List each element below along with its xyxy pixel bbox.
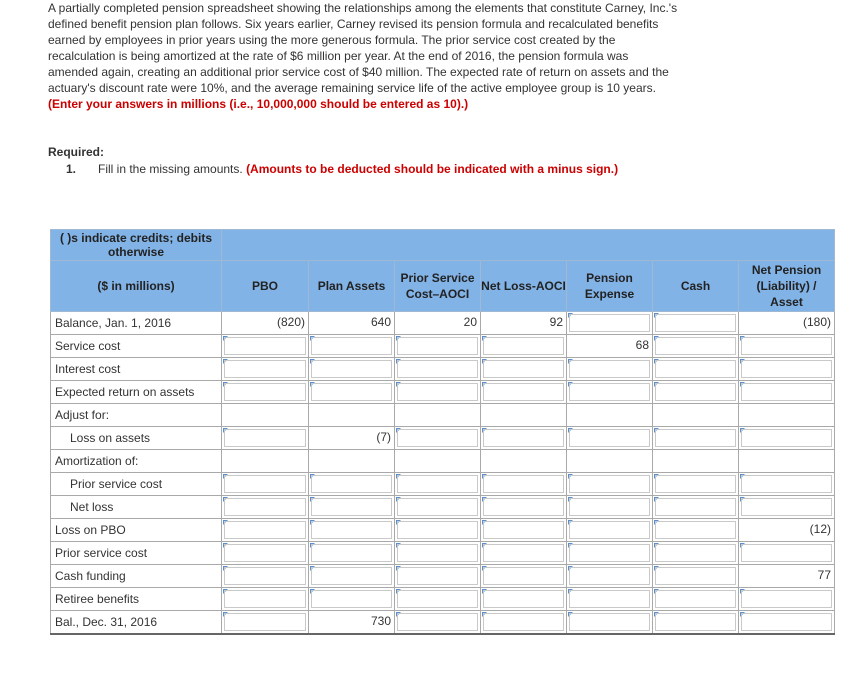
cell-value: 92: [549, 315, 563, 329]
amount-input[interactable]: [481, 427, 567, 450]
amount-input[interactable]: [739, 335, 835, 358]
input-box[interactable]: [224, 360, 306, 378]
table-row: [51, 496, 835, 519]
row-label: Retiree benefits: [51, 588, 222, 611]
input-box[interactable]: [397, 475, 478, 493]
row-label: Prior service cost: [51, 473, 222, 496]
amount-cell: [395, 312, 481, 335]
input-box[interactable]: [224, 383, 306, 401]
cell-value: (12): [809, 522, 831, 536]
input-box[interactable]: [483, 360, 564, 378]
cell-value: 20: [463, 315, 477, 329]
table-row: [51, 611, 835, 634]
amount-cell: [309, 427, 395, 450]
amount-input[interactable]: [653, 565, 739, 588]
input-box[interactable]: [224, 429, 306, 447]
input-box[interactable]: [483, 544, 564, 562]
input-box[interactable]: [569, 544, 650, 562]
amount-cell: [309, 312, 395, 335]
amount-input[interactable]: [309, 335, 395, 358]
input-box[interactable]: [311, 521, 392, 539]
row-label: Prior service cost: [51, 542, 222, 565]
amount-input[interactable]: [309, 519, 395, 542]
amount-cell: [567, 404, 653, 427]
input-box[interactable]: [224, 544, 306, 562]
amount-input[interactable]: [395, 611, 481, 634]
amount-cell: [567, 335, 653, 358]
amount-cell: [567, 450, 653, 473]
cell-value: (180): [802, 315, 831, 329]
required-note: (Amounts to be deducted should be indicated with a minus sign.): [246, 162, 619, 176]
row-label: Loss on PBO: [51, 519, 222, 542]
amount-input[interactable]: [653, 381, 739, 404]
amount-cell: [653, 450, 739, 473]
amount-input[interactable]: [567, 427, 653, 450]
amount-input[interactable]: [481, 611, 567, 634]
amount-input[interactable]: [481, 473, 567, 496]
col-prior-service-cost: Prior Service Cost–AOCI: [395, 261, 481, 312]
amount-input[interactable]: [395, 427, 481, 450]
amount-cell: [222, 312, 309, 335]
amount-input[interactable]: [653, 542, 739, 565]
amount-input[interactable]: [222, 427, 309, 450]
amount-input[interactable]: [222, 588, 309, 611]
row-label: Interest cost: [51, 358, 222, 381]
amount-cell: [222, 450, 309, 473]
input-box[interactable]: [311, 590, 392, 608]
amount-input[interactable]: [567, 312, 653, 335]
input-box[interactable]: [311, 567, 392, 585]
table-row: [51, 542, 835, 565]
amount-input[interactable]: [222, 611, 309, 634]
amount-input[interactable]: [567, 473, 653, 496]
table-row: [51, 404, 835, 427]
required-text: Fill in the missing amounts.: [98, 162, 247, 176]
input-box[interactable]: [655, 613, 736, 631]
row-label: Bal., Dec. 31, 2016: [51, 611, 222, 634]
required-number: 1.: [66, 162, 77, 176]
input-box[interactable]: [483, 521, 564, 539]
table-row: [51, 335, 835, 358]
table-row: [51, 473, 835, 496]
amount-input[interactable]: [222, 335, 309, 358]
amount-input[interactable]: [653, 358, 739, 381]
amount-cell: [739, 519, 835, 542]
amount-input[interactable]: [395, 588, 481, 611]
col-pbo: PBO: [222, 261, 309, 312]
amount-cell: [739, 404, 835, 427]
row-label: Balance, Jan. 1, 2016: [51, 312, 222, 335]
amount-cell: [739, 450, 835, 473]
required-item: [66, 161, 666, 177]
input-box[interactable]: [397, 544, 478, 562]
row-label: Adjust for:: [51, 404, 222, 427]
input-box[interactable]: [483, 590, 564, 608]
input-box[interactable]: [311, 337, 392, 355]
amount-cell: [481, 312, 567, 335]
amount-input[interactable]: [395, 381, 481, 404]
amount-input[interactable]: [395, 358, 481, 381]
input-box[interactable]: [741, 590, 832, 608]
amount-input[interactable]: [653, 496, 739, 519]
input-box[interactable]: [741, 498, 832, 516]
input-box[interactable]: [569, 590, 650, 608]
input-box[interactable]: [741, 544, 832, 562]
amount-cell: [481, 450, 567, 473]
input-box[interactable]: [569, 360, 650, 378]
amount-input[interactable]: [481, 381, 567, 404]
amount-input[interactable]: [395, 496, 481, 519]
input-box[interactable]: [569, 475, 650, 493]
input-box[interactable]: [741, 383, 832, 401]
amount-input[interactable]: [739, 473, 835, 496]
input-box[interactable]: [569, 383, 650, 401]
amount-input[interactable]: [481, 565, 567, 588]
amount-input[interactable]: [222, 565, 309, 588]
input-box[interactable]: [483, 429, 564, 447]
table-row: [51, 588, 835, 611]
amount-input[interactable]: [222, 496, 309, 519]
input-box[interactable]: [569, 498, 650, 516]
amount-input[interactable]: [309, 473, 395, 496]
amount-input[interactable]: [567, 381, 653, 404]
intro-text: A partially completed pension spreadsheet showing the relationships among the elements that constitute Carney, Inc.'s defined benefit pension plan follows. Six years earlier, Carney revised its pension formula and recalculated benefits earned by employees in prior years using the more generous formula. The prior service cost created by the recalculation is being amortized at the rate of $6 million per year. At the end of 2016, the pension formula was amended again, creating an additional prior service cost of $40 million. The expected rate of return on assets and the actuary's discount rate were 10%, and the average remaining service life of the active employee group is 10 years.: [48, 1, 678, 95]
amount-input[interactable]: [222, 519, 309, 542]
required-title: Required:: [48, 145, 105, 159]
input-box[interactable]: [483, 475, 564, 493]
amount-input[interactable]: [395, 335, 481, 358]
input-box[interactable]: [569, 567, 650, 585]
input-box[interactable]: [311, 360, 392, 378]
amount-input[interactable]: [481, 542, 567, 565]
amount-input[interactable]: [567, 519, 653, 542]
amount-input[interactable]: [222, 358, 309, 381]
amount-input[interactable]: [567, 358, 653, 381]
input-box[interactable]: [397, 590, 478, 608]
col-net-pension: Net Pension (Liability) / Asset: [739, 261, 835, 312]
amount-input[interactable]: [653, 473, 739, 496]
input-box[interactable]: [569, 613, 650, 631]
input-box[interactable]: [483, 567, 564, 585]
input-box[interactable]: [224, 521, 306, 539]
intro-note: (Enter your answers in millions (i.e., 10,000,000 should be entered as 10).): [48, 97, 469, 111]
input-box[interactable]: [483, 337, 564, 355]
amount-input[interactable]: [653, 519, 739, 542]
amount-input[interactable]: [481, 335, 567, 358]
amount-input[interactable]: [739, 381, 835, 404]
input-box[interactable]: [655, 521, 736, 539]
row-label: Amortization of:: [51, 450, 222, 473]
input-box[interactable]: [397, 498, 478, 516]
amount-input[interactable]: [395, 473, 481, 496]
amount-input[interactable]: [567, 542, 653, 565]
input-box[interactable]: [483, 498, 564, 516]
amount-input[interactable]: [222, 473, 309, 496]
table-row: [51, 565, 835, 588]
input-box[interactable]: [655, 429, 736, 447]
input-box[interactable]: [224, 590, 306, 608]
table-row: [51, 358, 835, 381]
row-label: Cash funding: [51, 565, 222, 588]
table-row: [51, 450, 835, 473]
amount-cell: [739, 565, 835, 588]
amount-input[interactable]: [309, 565, 395, 588]
amount-cell: [481, 404, 567, 427]
amount-input[interactable]: [309, 358, 395, 381]
amount-input[interactable]: [653, 588, 739, 611]
amount-input[interactable]: [653, 335, 739, 358]
col-plan-assets: Plan Assets: [309, 261, 395, 312]
row-label: Expected return on assets: [51, 381, 222, 404]
amount-input[interactable]: [309, 542, 395, 565]
header-blank: [222, 230, 835, 261]
cell-value: (820): [276, 315, 305, 329]
input-box[interactable]: [311, 498, 392, 516]
amount-input[interactable]: [309, 381, 395, 404]
amount-cell: [222, 404, 309, 427]
amount-cell: [309, 611, 395, 634]
table-row: [51, 312, 835, 335]
input-box[interactable]: [483, 613, 564, 631]
input-box[interactable]: [569, 521, 650, 539]
amount-input[interactable]: [395, 565, 481, 588]
input-box[interactable]: [569, 314, 650, 332]
input-box[interactable]: [397, 613, 478, 631]
amount-input[interactable]: [567, 565, 653, 588]
col-pension-expense: Pension Expense: [567, 261, 653, 312]
amount-input[interactable]: [567, 611, 653, 634]
input-box[interactable]: [397, 567, 478, 585]
amount-input[interactable]: [481, 358, 567, 381]
input-box[interactable]: [655, 498, 736, 516]
amount-input[interactable]: [653, 312, 739, 335]
problem-intro: [48, 0, 678, 112]
input-box[interactable]: [224, 337, 306, 355]
input-box[interactable]: [224, 613, 306, 631]
input-box[interactable]: [311, 544, 392, 562]
amount-input[interactable]: [739, 542, 835, 565]
cell-value: 640: [370, 315, 391, 329]
amount-cell: [653, 404, 739, 427]
amount-input[interactable]: [395, 542, 481, 565]
input-box[interactable]: [741, 613, 832, 631]
input-box[interactable]: [397, 429, 478, 447]
input-box[interactable]: [655, 544, 736, 562]
amount-cell: [395, 450, 481, 473]
input-box[interactable]: [741, 360, 832, 378]
input-box[interactable]: [655, 567, 736, 585]
input-box[interactable]: [311, 383, 392, 401]
cell-value: 77: [817, 568, 831, 582]
input-box[interactable]: [655, 383, 736, 401]
input-box[interactable]: [483, 383, 564, 401]
input-box[interactable]: [397, 337, 478, 355]
input-box[interactable]: [397, 360, 478, 378]
input-box[interactable]: [397, 383, 478, 401]
amount-cell: [309, 404, 395, 427]
units-label: ($ in millions): [51, 261, 222, 312]
input-box[interactable]: [655, 360, 736, 378]
input-box[interactable]: [224, 498, 306, 516]
input-box[interactable]: [224, 475, 306, 493]
input-box[interactable]: [655, 590, 736, 608]
input-box[interactable]: [311, 475, 392, 493]
input-box[interactable]: [224, 567, 306, 585]
amount-input[interactable]: [567, 496, 653, 519]
row-label: Net loss: [51, 496, 222, 519]
cell-value: 68: [635, 338, 649, 352]
table-row: [51, 427, 835, 450]
cell-value: (7): [376, 430, 391, 444]
amount-input[interactable]: [395, 519, 481, 542]
row-label: Loss on assets: [51, 427, 222, 450]
cell-value: 730: [370, 614, 391, 628]
table-row: [51, 519, 835, 542]
pension-spreadsheet: [50, 229, 835, 635]
amount-input[interactable]: [481, 519, 567, 542]
amount-input[interactable]: [739, 611, 835, 634]
amount-input[interactable]: [481, 588, 567, 611]
amount-input[interactable]: [222, 381, 309, 404]
amount-cell: [309, 450, 395, 473]
amount-input[interactable]: [739, 588, 835, 611]
table-row: [51, 381, 835, 404]
amount-input[interactable]: [309, 496, 395, 519]
input-box[interactable]: [397, 521, 478, 539]
amount-input[interactable]: [739, 358, 835, 381]
amount-input[interactable]: [739, 496, 835, 519]
input-box[interactable]: [569, 429, 650, 447]
amount-input[interactable]: [653, 611, 739, 634]
input-box[interactable]: [741, 337, 832, 355]
amount-input[interactable]: [567, 588, 653, 611]
col-net-loss: Net Loss-AOCI: [481, 261, 567, 312]
input-box[interactable]: [655, 314, 736, 332]
amount-cell: [739, 312, 835, 335]
amount-input[interactable]: [309, 588, 395, 611]
amount-input[interactable]: [481, 496, 567, 519]
input-box[interactable]: [655, 337, 736, 355]
row-label: Service cost: [51, 335, 222, 358]
input-box[interactable]: [655, 475, 736, 493]
amount-input[interactable]: [653, 427, 739, 450]
amount-cell: [395, 404, 481, 427]
input-box[interactable]: [741, 475, 832, 493]
input-box[interactable]: [741, 429, 832, 447]
amount-input[interactable]: [222, 542, 309, 565]
amount-input[interactable]: [739, 427, 835, 450]
corner-label: ( )s indicate credits; debits otherwise: [51, 230, 222, 261]
col-cash: Cash: [653, 261, 739, 312]
